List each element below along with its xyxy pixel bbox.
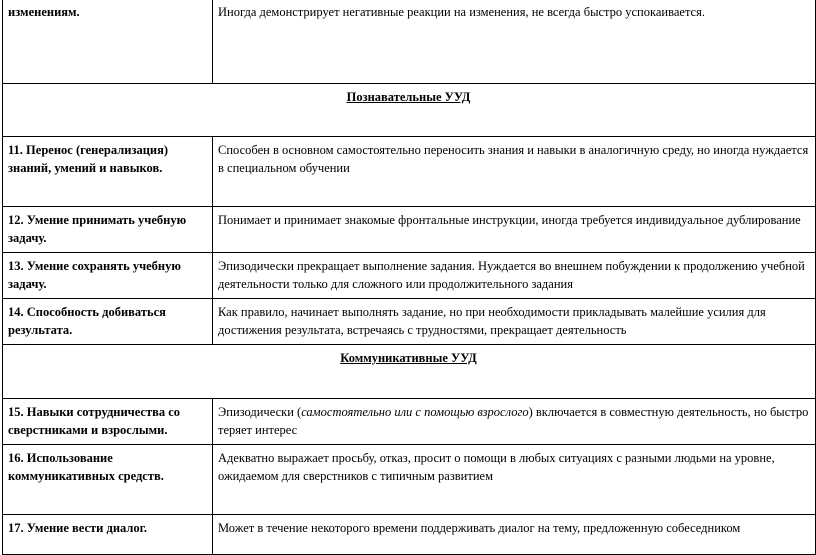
description-cell: Адекватно выражает просьбу, отказ, просит о помощи в любых ситуациях с разными людьми на уровне, ожидаемом для сверстников с типичным развитием (213, 445, 816, 515)
table-row (3, 0, 816, 84)
section-row (3, 345, 816, 399)
table-row (3, 445, 816, 515)
section-title-cognitive: Познавательные УУД (3, 84, 816, 137)
table-row (3, 299, 816, 345)
criterion-cell: 15. Навыки сотрудничества со сверстниками и взрослыми. (3, 399, 213, 445)
description-italic-text: самостоятельно или с помощью взрослого (301, 405, 529, 419)
description-cell: Понимает и принимает знакомые фронтальные инструкции, иногда требуется индивидуальное дублирование (213, 207, 816, 253)
table-row (3, 207, 816, 253)
criterion-cell: 13. Умение сохранять учебную задачу. (3, 253, 213, 299)
section-title-communicative: Коммуникативные УУД (3, 345, 816, 399)
section-row (3, 84, 816, 137)
criterion-cell: 11. Перенос (генерализация) знаний, умений и навыков. (3, 137, 213, 207)
description-cell: Способен в основном самостоятельно переносить знания и навыки в аналогичную среду, но иногда нуждается в специальном обучении (213, 137, 816, 207)
assessment-table (2, 0, 816, 555)
table-row (3, 253, 816, 299)
criterion-cell: 14. Способность добиваться результата. (3, 299, 213, 345)
criterion-cell: 17. Умение вести диалог. (3, 515, 213, 555)
criterion-cell: изменениям. (3, 0, 213, 84)
description-cell: Как правило, начинает выполнять задание, но при необходимости прикладывать малейшие усилия для достижения результата, встречаясь с трудностями, прекращает деятельность (213, 299, 816, 345)
description-cell: Иногда демонстрирует негативные реакции на изменения, не всегда быстро успокаивается. (213, 0, 816, 84)
description-cell: Эпизодически прекращает выполнение задания. Нуждается во внешнем побуждении к продолжению учебной деятельности только для сложного или продолжительного задания (213, 253, 816, 299)
table-row (3, 137, 816, 207)
criterion-cell: 12. Умение принимать учебную задачу. (3, 207, 213, 253)
table-row (3, 515, 816, 555)
description-text: Эпизодически ( (218, 405, 302, 419)
description-text: ) включается в совместную деятельность, но быстро теряет интерес (218, 405, 809, 437)
criterion-cell: 16. Использование коммуникативных средств. (3, 445, 213, 515)
description-cell: Может в течение некоторого времени поддерживать диалог на тему, предложенную собеседником (213, 515, 816, 555)
description-cell (213, 399, 816, 445)
table-row (3, 399, 816, 445)
